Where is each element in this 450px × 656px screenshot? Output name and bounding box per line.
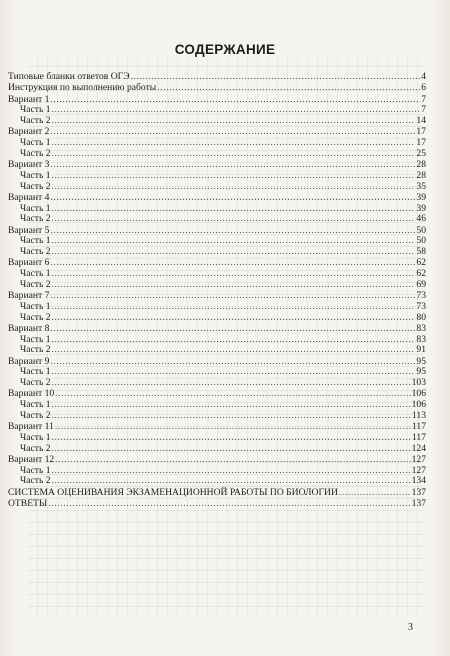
toc-subentry [8, 411, 426, 422]
toc-subentry [8, 214, 426, 225]
toc-entry-page: 28 [416, 169, 426, 181]
dot-leader [52, 476, 411, 487]
toc-entry-label: ОТВЕТЫ [8, 497, 48, 509]
toc-entry-label: Часть 2 [20, 115, 51, 126]
dot-leader [52, 400, 411, 411]
toc-entry-page: 62 [416, 268, 426, 279]
toc-entry-page: 91 [416, 344, 426, 356]
dot-leader [52, 182, 416, 193]
toc-subentry [8, 236, 426, 247]
dot-leader [52, 280, 416, 291]
toc-entry-label: Часть 2 [20, 409, 51, 421]
dot-leader [52, 171, 416, 182]
toc-entry-label: Часть 1 [20, 169, 51, 181]
toc-subentry [8, 116, 426, 127]
toc-entry [8, 193, 426, 204]
toc-entry-label: Часть 1 [20, 137, 51, 148]
toc-entry-label: Часть 1 [20, 300, 51, 312]
toc-entry-page: 106 [411, 399, 426, 410]
dot-leader [50, 258, 415, 269]
toc-entry-label: Часть 2 [20, 377, 51, 388]
toc-entry-label: Вариант 2 [8, 126, 50, 138]
toc-entry-page: 17 [416, 126, 426, 138]
dot-leader [48, 499, 410, 510]
toc-subentry [8, 204, 426, 215]
toc-entry [8, 488, 426, 499]
dot-leader [52, 367, 416, 378]
dot-leader [52, 138, 416, 149]
toc-entry-page: 83 [416, 322, 426, 334]
toc-entry [8, 258, 426, 269]
toc-entry-label: Часть 1 [20, 333, 51, 345]
toc-entry-label: Часть 1 [20, 431, 51, 443]
toc-subentry [8, 138, 426, 149]
toc-entry-page: 127 [411, 464, 426, 476]
toc-entry-label: Инструкция по выполнению работы [8, 82, 157, 94]
toc-subentry [8, 149, 426, 160]
toc-entry-label: Часть 2 [20, 180, 51, 192]
toc-entry [8, 422, 426, 433]
dot-leader [55, 422, 411, 433]
dot-leader [52, 313, 416, 324]
toc-entry-label: Часть 1 [20, 366, 51, 378]
toc-entry-label: Часть 2 [20, 278, 51, 290]
toc-entry [8, 72, 426, 83]
toc-subentry [8, 378, 426, 389]
toc-entry-page: 7 [421, 104, 426, 116]
toc-subentry [8, 433, 426, 444]
toc-entry-label: Вариант 3 [8, 159, 50, 170]
toc-entry-page: 113 [411, 409, 426, 421]
toc-entry-page: 25 [416, 147, 426, 159]
toc-entry-label: Вариант 11 [8, 421, 54, 432]
toc-subentry [8, 247, 426, 258]
toc-entry-page: 58 [416, 246, 426, 257]
dot-leader [50, 357, 415, 368]
toc-subentry [8, 105, 426, 116]
dot-leader [52, 247, 416, 258]
toc-entry-label: Вариант 10 [8, 388, 55, 400]
dot-leader [52, 204, 416, 215]
toc-entry [8, 324, 426, 335]
toc-entry-label: Типовые бланки ответов ОГЭ [8, 71, 130, 82]
toc-entry-page: 80 [416, 311, 426, 323]
toc-entry [8, 455, 426, 466]
dot-leader [50, 324, 415, 335]
toc-entry-page: 124 [411, 442, 426, 454]
dot-leader [52, 411, 411, 422]
toc-entry-page: 117 [411, 431, 426, 443]
toc-entry-page: 7 [421, 93, 426, 105]
toc-entry-label: Вариант 1 [8, 93, 50, 105]
dot-leader [52, 236, 416, 247]
toc-subentry [8, 345, 426, 356]
dot-leader [131, 72, 421, 83]
toc-entry-label: Вариант 7 [8, 290, 50, 301]
toc-entry-page: 73 [416, 300, 426, 312]
toc-entry-label: Часть 2 [20, 475, 51, 487]
toc-entry-page: 137 [411, 497, 426, 509]
toc-entry-label: Часть 1 [20, 464, 51, 476]
toc-entry-label: Часть 1 [20, 235, 51, 247]
dot-leader [55, 389, 410, 400]
dot-leader [50, 160, 415, 171]
table-of-contents [8, 72, 426, 510]
dot-leader [339, 488, 411, 499]
toc-entry-page: 95 [416, 366, 426, 378]
dot-leader [52, 335, 416, 346]
toc-entry-page: 50 [416, 224, 426, 236]
toc-entry-label: Часть 2 [20, 213, 51, 225]
toc-entry-label: Часть 1 [20, 399, 51, 410]
dot-leader [52, 149, 416, 160]
toc-subentry [8, 400, 426, 411]
toc-entry-label: Часть 2 [20, 147, 51, 159]
toc-entry-page: 106 [411, 388, 426, 400]
dot-leader [55, 455, 410, 466]
toc-subentry [8, 313, 426, 324]
toc-subentry [8, 302, 426, 313]
toc-entry-label: Вариант 8 [8, 322, 50, 334]
toc-entry-page: 137 [411, 486, 426, 498]
dot-leader [52, 345, 416, 356]
toc-entry-page: 62 [416, 257, 426, 269]
toc-entry-page: 14 [416, 115, 426, 126]
toc-subentry [8, 269, 426, 280]
toc-entry-page: 39 [416, 191, 426, 203]
toc-entry-page: 95 [416, 355, 426, 367]
toc-entry-label: Часть 1 [20, 104, 51, 116]
dot-leader [52, 378, 411, 389]
dot-leader [52, 269, 416, 280]
toc-entry-label: Вариант 12 [8, 453, 55, 465]
dot-leader [50, 193, 415, 204]
toc-subentry [8, 280, 426, 291]
toc-entry-page: 83 [416, 333, 426, 345]
dot-leader [52, 302, 416, 313]
toc-entry-label: Вариант 4 [8, 191, 50, 203]
toc-entry-page: 127 [411, 453, 426, 465]
toc-entry [8, 389, 426, 400]
toc-entry-page: 4 [421, 71, 426, 82]
toc-entry-label: Часть 1 [20, 268, 51, 279]
toc-subentry [8, 444, 426, 455]
toc-entry [8, 226, 426, 237]
toc-entry-page: 6 [421, 82, 426, 94]
toc-subentry [8, 476, 426, 487]
toc-entry-page: 134 [411, 475, 426, 487]
toc-entry [8, 291, 426, 302]
toc-entry-label: Вариант 6 [8, 257, 50, 269]
toc-entry-page: 39 [416, 202, 426, 214]
toc-entry-page: 73 [416, 290, 426, 301]
toc-subentry [8, 182, 426, 193]
dot-leader [52, 116, 416, 127]
page-number: 3 [408, 622, 413, 633]
toc-entry-page: 117 [411, 421, 426, 432]
toc-entry [8, 127, 426, 138]
dot-leader [50, 95, 420, 106]
toc-entry-label: Часть 1 [20, 202, 51, 214]
dot-leader [50, 226, 415, 237]
toc-entry-page: 28 [416, 159, 426, 170]
toc-entry [8, 95, 426, 106]
toc-entry [8, 357, 426, 368]
dot-leader [52, 444, 411, 455]
toc-entry-page: 46 [416, 213, 426, 225]
toc-entry-label: Вариант 9 [8, 355, 50, 367]
dot-leader [50, 291, 415, 302]
dot-leader [50, 127, 415, 138]
toc-entry-label: Часть 2 [20, 311, 51, 323]
toc-entry-page: 103 [411, 377, 426, 388]
toc-subentry [8, 367, 426, 378]
toc-entry [8, 499, 426, 510]
toc-entry-page: 17 [416, 137, 426, 148]
dot-leader [157, 83, 420, 94]
toc-entry-label: Часть 2 [20, 344, 51, 356]
toc-entry [8, 83, 426, 94]
dot-leader [52, 433, 411, 444]
toc-entry-label: Вариант 5 [8, 224, 50, 236]
toc-entry-page: 50 [416, 235, 426, 247]
toc-entry-label: Часть 2 [20, 442, 51, 454]
dot-leader [52, 466, 411, 477]
toc-subentry [8, 171, 426, 182]
toc-entry-label: Часть 2 [20, 246, 51, 257]
page-title: СОДЕРЖАНИЕ [174, 42, 276, 57]
dot-leader [52, 214, 416, 225]
toc-entry [8, 160, 426, 171]
toc-entry-label: СИСТЕМА ОЦЕНИВАНИЯ ЭКЗАМЕНАЦИОННОЙ РАБОТЫ ПО БИОЛОГИИ [8, 486, 338, 498]
toc-subentry [8, 466, 426, 477]
toc-subentry [8, 335, 426, 346]
toc-entry-page: 69 [416, 278, 426, 290]
toc-entry-page: 35 [416, 180, 426, 192]
dot-leader [52, 105, 421, 116]
